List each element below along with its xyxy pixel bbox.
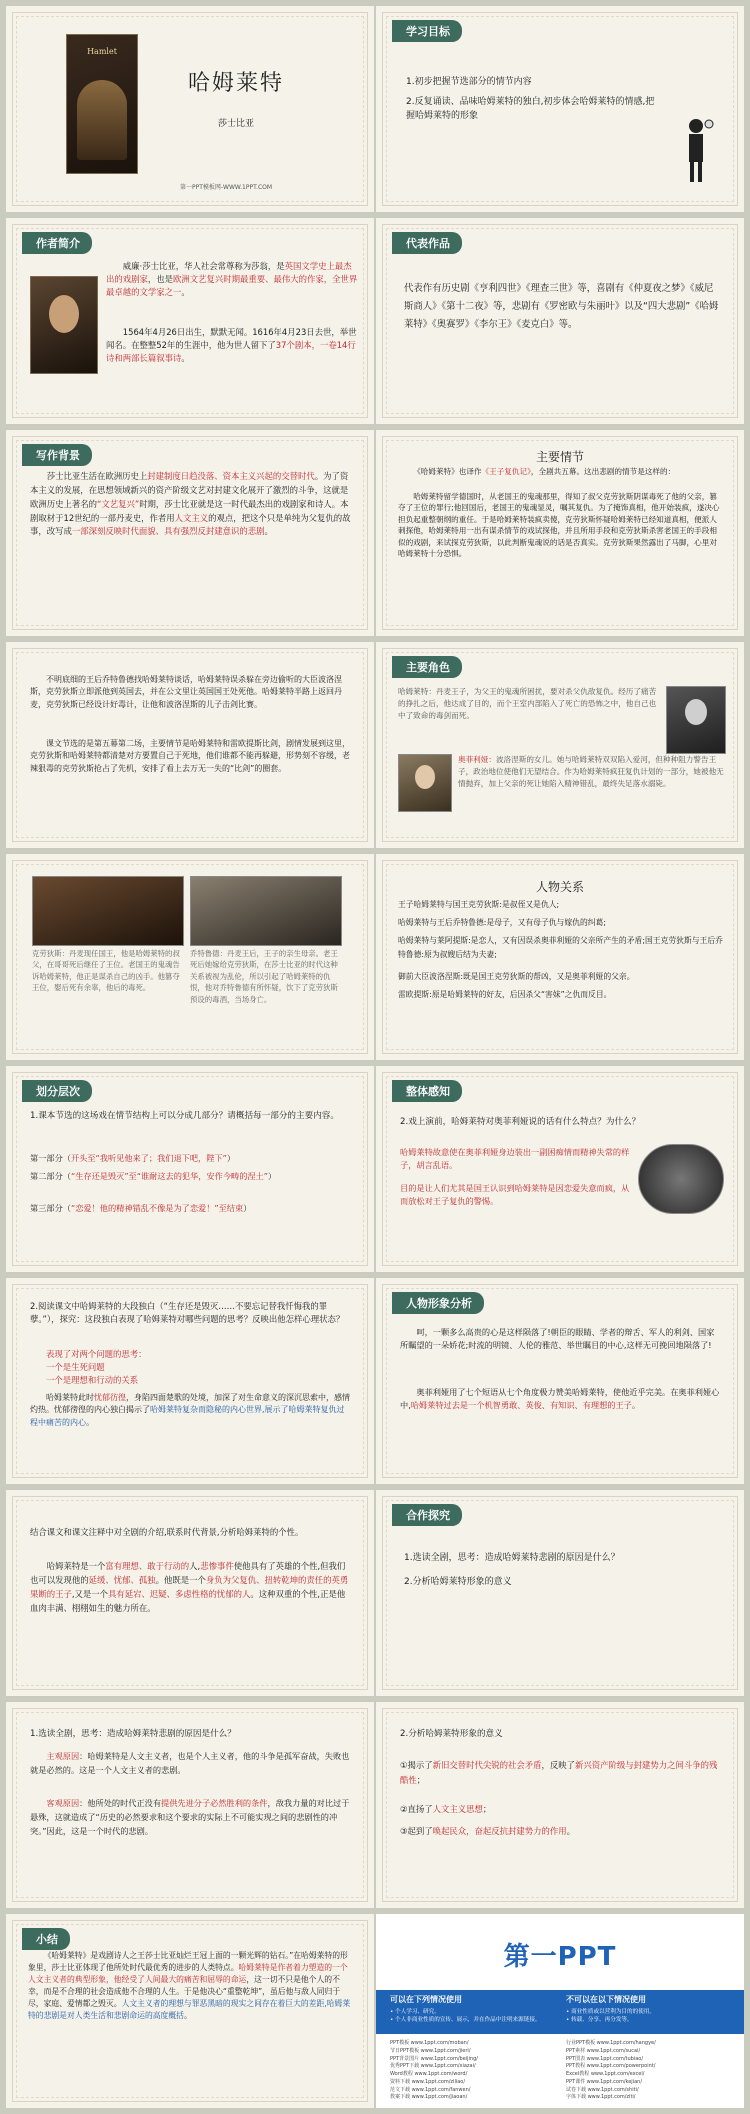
ophelia-desc: 奥菲利娅：波洛涅斯的女儿。她与哈姆莱特双双陷入爱河，但种种阻力警告王子，政治地位使他们无望结合。作为哈姆莱特疯狂复仇计划的一部分，她被他无情抛弃，加上父亲的死让她陷入精神错乱，最终失足落水溺毙。 — [458, 755, 724, 788]
slide-plot[interactable] — [376, 430, 744, 636]
gertrude-desc: 乔特鲁德：丹麦王后，王子的亲生母亲。老王死后她嫁给克劳狄斯，在莎士比亚的时代这种关系被视为乱伦，所以引起了哈姆莱特的仇恨，他对乔特鲁德有所怀疑，饮下了克劳狄斯预设的毒酒，当场身亡。 — [190, 949, 338, 1004]
author-bio-2: 1564年4月26日出生，默默无闻。1616年4月23日去世，举世闻名。在整整52年的生涯中，他为世人留下了37个剧本，一卷14行诗和两部长篇叙事诗。 — [106, 327, 357, 364]
forbid-item: • 商业性质或以营利为目的的使用。 — [566, 2009, 655, 2015]
section-tag: 写作背景 — [22, 444, 92, 466]
goal-1: 1.初步把握节选部分的情节内容 — [406, 77, 532, 87]
section-tag: 整体感知 — [392, 1080, 462, 1102]
plot-intro: 《哈姆莱特》也译作《王子复仇记》，全剧共五幕。这出悲剧的情节是这样的： — [413, 467, 676, 476]
link-item[interactable]: PPT课件 www.1ppt.com/kejian/ — [566, 2078, 643, 2085]
link-item[interactable]: 字体下载 www.1ppt.com/ziti/ — [566, 2094, 636, 2101]
significance-question: 2.分析哈姆莱特形象的意义 — [400, 1729, 503, 1739]
plot-text: 哈姆莱特留学德国时，从老国王的鬼魂那里，得知了叔父克劳狄斯阴谋毒死了他的父亲，篡夺了王位的罪行;他回国后，老国王的鬼魂显灵，嘱其复仇。为了掩饰真相，他开始装疯，遂决心担负起重整朝纲的重任。于是哈姆莱特装疯卖傻，克劳狄斯怀疑哈姆莱特已经知道真相，便派人刺探他，哈姆莱特用一出有谋杀情节的戏试探他，并且所用手段和克劳狄斯杀害老国王的手段相似的戏剧，来试探克劳狄斯，以此判断鬼魂说的话是否真实。克劳狄斯果然露出了马脚，心里对哈姆莱特十分恐惧。 — [398, 492, 720, 558]
section-tag: 作者简介 — [22, 232, 92, 254]
relation-4: 御前大臣波洛涅斯:既是国王克劳狄斯的帮凶，又是奥菲利娅的父亲。 — [398, 972, 635, 981]
part-2: 第二部分（“生存还是毁灭”至“谁耐这去的犯华，安作今畴的涅土”） — [30, 1171, 277, 1181]
perception-answer-2: 目的是让人们尤其是国王认识到哈姆莱特是因恋爱失意而疯，从而放松对王子复仇的警惕。 — [400, 1183, 630, 1206]
link-item[interactable]: Word教程 www.1ppt.com/word/ — [390, 2071, 468, 2077]
book-cover-image: Hamlet — [66, 34, 138, 174]
slide-background[interactable] — [6, 430, 374, 636]
part-1: 第一部分（开头至“我听见他来了；我们退下吧，陛下”） — [30, 1153, 236, 1163]
section-tag: 划分层次 — [22, 1080, 92, 1102]
usage-banner: 可以在下列情况使用 • 个人学习、研究。 • 个人非商业性质的宣传、展示，并在作品中注明来源链接。 不可以在以下情况使用 • 商业性质或以营利为目的的使用。 • 转载、分享、再分发等。 — [376, 1990, 744, 2034]
soliloquy-question: 2.阅读课文中哈姆莱特的大段独白（“生存还是毁灭……不要忘记替我忏悔我的罪孽。”），探究：这段独白表现了哈姆莱特对哪些问题的思考？反映出他怎样心理状态？ — [30, 1301, 345, 1325]
brand-logo: 第一PPT — [503, 1942, 617, 1972]
usage-item: • 个人非商业性质的宣传、展示，并在作品中注明来源链接。 — [390, 2017, 541, 2024]
slide-cooperation[interactable] — [376, 1490, 744, 1696]
author-bio-1: 威廉·莎士比亚，华人社会常尊称为莎翁，是英国文学史上最杰出的戏剧家，也是欧洲文艺复兴时期最重要、最伟大的作家，全世界最卓越的文学家之一。 — [106, 261, 358, 298]
relation-3: 哈姆莱特与莱阿提斯:是恋人，又有因误杀奥菲利娅的父亲所产生的矛盾;国王克劳狄斯与王后乔特鲁德:原为叔嫂后结为夫妻; — [398, 936, 723, 960]
section-tag: 主要角色 — [392, 656, 462, 678]
slide-structure[interactable] — [6, 1066, 374, 1272]
plot-cont-1: 不明底细的王后乔特鲁德找哈姆莱特谈话，哈姆莱特误杀躲在旁边偷听的大臣波洛涅斯，克劳狄斯立即派他到英国去，并在公文里让英国国王处死他。哈姆莱特半路上返回丹麦，克劳狄斯已经设计好毒计，让他和波洛涅斯的儿子击剑比赛。 — [30, 675, 342, 709]
section-tag: 小结 — [22, 1928, 70, 1950]
slide-title[interactable] — [6, 6, 374, 212]
slide-summary[interactable] — [6, 1914, 374, 2108]
forbid-list — [566, 2008, 726, 2025]
slide-characters[interactable] — [376, 642, 744, 848]
section-tag: 代表作品 — [392, 232, 462, 254]
slide-plot-cont[interactable] — [6, 642, 374, 848]
cooperation-q1: 1.选读全剧，思考：造成哈姆莱特悲剧的原因是什么？ — [404, 1553, 620, 1563]
author-name: 莎士比亚 — [217, 119, 254, 129]
hamlet-photo — [666, 686, 726, 754]
slide-perception[interactable] — [376, 1066, 744, 1272]
personality-question: 结合课文和课文注释中对全剧的介绍,联系时代背景,分析哈姆莱特的个性。 — [30, 1527, 304, 1537]
page-title: 哈姆莱特 — [187, 71, 284, 96]
cause-question: 1.选读全剧，思考：造成哈姆莱特悲剧的原因是什么？ — [30, 1729, 236, 1739]
significance-1: ①揭示了新旧交替时代尖锐的社会矛盾，反映了新兴资产阶级与封建势力之间斗争的残酷性； — [400, 1760, 718, 1786]
relation-2: 哈姆莱特与王后乔特鲁德:是母子，又有母子仇与嫁仇的纠葛; — [398, 918, 606, 927]
goal-2: 2.反复诵读、品味哈姆莱特的独白,初步体会哈姆莱特的情感,把握哈姆莱特的形象 — [406, 97, 655, 121]
cooperation-q2: 2.分析哈姆莱特形象的意义 — [404, 1577, 512, 1587]
structure-question: 1.课本节选的这场戏在情节结构上可以分成几部分？请概括每一部分的主要内容。 — [30, 1111, 339, 1121]
relations-title: 人物关系 — [535, 880, 584, 894]
soliloquy-answer-1: 表现了对两个问题的思考： — [46, 1349, 147, 1359]
footer-text: 第一PPT模板网-WWW.1PPT.COM — [179, 184, 273, 191]
link-item[interactable]: 试卷下载 www.1ppt.com/shiti/ — [566, 2086, 639, 2093]
summary-text: 《哈姆莱特》是戏剧诗人之王莎士比亚灿烂王冠上面的一颗光辉的钻石。”在哈姆莱特的形象里，莎士比亚体现了他所处时代最优秀的进步的人类特点。哈姆莱特是作者着力塑造的一个人文主义者的典型形象，他经受了人间最大的痛苦和屈辱的命运，这一切不只是他个人的不幸，而是不合理的社会造成他不合理的人生。于是他决心“重整乾坤”，虽后他与敌人同归于尽，家庭、爱情都之毁灭。人文主义者的理想与罪恶黑暗的现实之间存在着巨大的差距,哈姆莱特的悲剧是对人类生活和悲剧命运的高度概括。 — [28, 1951, 351, 2021]
link-item[interactable]: 范文下载 www.1ppt.com/fanwen/ — [390, 2086, 471, 2093]
link-item[interactable]: PPT教程 www.1ppt.com/powerpoint/ — [566, 2063, 656, 2070]
link-item[interactable]: PPT背景图片 www.1ppt.com/beijing/ — [390, 2055, 478, 2062]
section-tag: 合作探究 — [392, 1504, 462, 1526]
section-tag: 人物形象分析 — [392, 1292, 484, 1314]
hamlet-scene-photo — [638, 1144, 724, 1214]
slide-soliloquy[interactable] — [6, 1278, 374, 1484]
slide-relations[interactable] — [376, 854, 744, 1060]
gertrude-photo — [190, 876, 342, 946]
links-left[interactable] — [390, 2040, 560, 2102]
slide-characters-2[interactable] — [6, 854, 374, 1060]
slide-significance[interactable] — [376, 1702, 744, 1908]
plot-title: 主要情节 — [535, 450, 584, 464]
significance-3: ③起到了唤起民众，奋起反抗封建势力的作用。 — [400, 1826, 576, 1836]
image-analysis-text: 奥菲利娅用了七个短语从七个角度极力赞美哈姆莱特，使他近乎完美。在奥菲利娅心中,哈姆莱特过去是一个机智勇敢、英俊、有知识、有理想的王子。 — [400, 1387, 720, 1410]
slide-works[interactable] — [376, 218, 744, 424]
background-text: 莎士比亚生活在欧洲历史上封建制度日趋没落、资本主义兴起的交替时代。为了资本主义的发展，在思想领域新兴的资产阶级文艺对封建文化展开了激烈的斗争，这就是欧洲历史上著名的“文艺复兴”时期，莎士比亚就是这一时代最杰出的戏剧家和诗人。本剧取材于12世纪的一部丹麦史，作者用人文主义的观点，把这个只是单纯为父复仇的故事，改写成一部深刻反映时代面貌、具有强烈反封建意识的悲剧。 — [30, 471, 351, 537]
link-item[interactable]: PPT素材 www.1ppt.com/sucai/ — [566, 2047, 641, 2054]
relation-5: 雷欧提斯:原是哈姆莱特的好友，后因杀父“害妹”之仇而反目。 — [398, 990, 612, 999]
slide-personality[interactable] — [6, 1490, 374, 1696]
usage-list — [390, 2008, 550, 2025]
section-tag: 学习目标 — [392, 20, 462, 42]
slide-author[interactable] — [6, 218, 374, 424]
part-3: 第三部分（“恋爱！他的精神错乱不像是为了恋爱！”至结束） — [30, 1203, 252, 1213]
link-item[interactable]: 资料下载 www.1ppt.com/ziliao/ — [390, 2078, 466, 2085]
works-text: 代表作有历史剧《亨利四世》《理查三世》等，喜剧有《仲夏夜之梦》《威尼斯商人》《第十二夜》等，悲剧有《罗密欧与朱丽叶》以及“四大悲剧”《哈姆莱特》《奥赛罗》《李尔王》《麦克白》等。 — [404, 283, 719, 330]
shakespeare-portrait — [30, 276, 98, 374]
perception-question: 2.戏上演前，哈姆莱特对奥菲利娅说的话有什么特点？为什么？ — [400, 1117, 641, 1127]
links-right[interactable] — [566, 2040, 736, 2102]
hamlet-desc: 哈姆莱特：丹麦王子，为父王的鬼魂所困扰，要对杀父仇敌复仇。经历了痛苦的挣扎之后，他达成了目的，而个王室内部陷入了死亡的恐怖之中，他自己也中了致命的毒剑而死。 — [398, 687, 657, 720]
perception-answer-1: 哈姆莱特故意使在奥菲利娅身边装出一副困痴情而精神失常的样子，胡言乱语。 — [400, 1147, 630, 1170]
link-item[interactable]: 节日PPT模板 www.1ppt.com/jieri/ — [390, 2047, 471, 2054]
personality-text: 哈姆莱特是一个富有理想、敢于行动的人,悲惨事件使他具有了英雄的个性,但我们也可以发现他的延缓、忧郁、孤独。他既是一个身负为父复仇、扭转乾坤的责任的英勇果断的王子,又是一个具有延宕、迟疑、多虑性格的忧郁的人。这种双重的个性,正是他血肉丰满、栩栩如生的魅力所在。 — [30, 1561, 349, 1613]
objective-cause: 客观原因：他所处的时代正没有提供先进分子必然胜利的条件，敌我力量的对比过于悬殊，这就造成了“历史的必然要求和这个要求的实际上不可能实现之间的悲剧性的冲突。”因此，这是一个时代的悲剧。 — [30, 1798, 350, 1836]
link-item[interactable]: 优秀PPT下载 www.1ppt.com/xiazai/ — [390, 2063, 476, 2070]
soliloquy-analysis: 哈姆莱特此时忧郁彷徨，身陷四面楚歌的处境，加深了对生命意义的深沉思索中，感情灼热。忧郁徬徨的内心独白揭示了哈姆莱特复杂而隐秘的内心世界,展示了哈姆莱特复仇过程中痛苦的内心。 — [30, 1393, 350, 1427]
ophelia-photo — [398, 754, 452, 812]
slide-image-analysis[interactable] — [376, 1278, 744, 1484]
claudius-desc: 克劳狄斯：丹麦现任国王，他是哈姆莱特的叔父，在哥哥死后继任了王位。老国王的鬼魂告诉哈姆莱特，他正是谋杀自己的凶手。他篡夺王位，娶后死有余辜，他后的毒死。 — [32, 949, 180, 993]
link-item[interactable]: 行业PPT模板 www.1ppt.com/hangye/ — [566, 2040, 656, 2046]
soliloquy-answer-3: 一个是理想和行动的关系 — [46, 1375, 139, 1385]
link-item[interactable]: 教案下载 www.1ppt.com/jiaoan/ — [390, 2094, 468, 2101]
slide-goals[interactable] — [376, 6, 744, 212]
link-item[interactable]: PPT图表 www.1ppt.com/tubiao/ — [566, 2055, 644, 2062]
slide-tragedy-cause[interactable] — [6, 1702, 374, 1908]
soliloquy-answer-2: 一个是生死问题 — [46, 1362, 105, 1372]
link-item[interactable]: Excel教程 www.1ppt.com/excel/ — [566, 2071, 645, 2077]
subjective-cause: 主观原因：哈姆莱特是人文主义者，也是个人主义者，他的斗争是孤军奋战，失败也就是必然的。这是一个人文主义者的悲剧。 — [30, 1751, 350, 1775]
link-item[interactable]: PPT模板 www.1ppt.com/moban/ — [390, 2040, 469, 2046]
forbid-item: • 转载、分享、再分发等。 — [566, 2017, 633, 2024]
significance-2: ②直扬了人文主义思想； — [400, 1804, 492, 1814]
relation-1: 王子哈姆莱特与国王克劳狄斯:是叔侄又是仇人; — [398, 900, 560, 909]
plot-cont-2: 课文节选的是第五幕第二场，主要情节是哈姆莱特和雷欧提斯比剑，剧情发展到这里，克劳狄斯和哈姆莱特都清楚对方要置自己于死地，他们谁都不能再躲避，形势刻不容缓，老辣狠毒的克劳狄斯抢占了先机，安排了看上去万无一失的“比剑”的圈套。 — [30, 739, 350, 773]
hamlet-figure-icon — [676, 116, 716, 186]
slide-copyright[interactable] — [376, 1914, 744, 2108]
claudius-photo — [32, 876, 184, 946]
ophelia-quote: 呵，一颗多么高贵的心是这样陨落了!朝臣的眼睛、学者的辩舌、军人的利剑、国家所瞩望的一朵娇花;时流的明镜、人伦的雅范、举世瞩目的中心,这样无可挽回地陨落了! — [400, 1327, 715, 1350]
usage-item: • 个人学习、研究。 — [390, 2009, 440, 2015]
